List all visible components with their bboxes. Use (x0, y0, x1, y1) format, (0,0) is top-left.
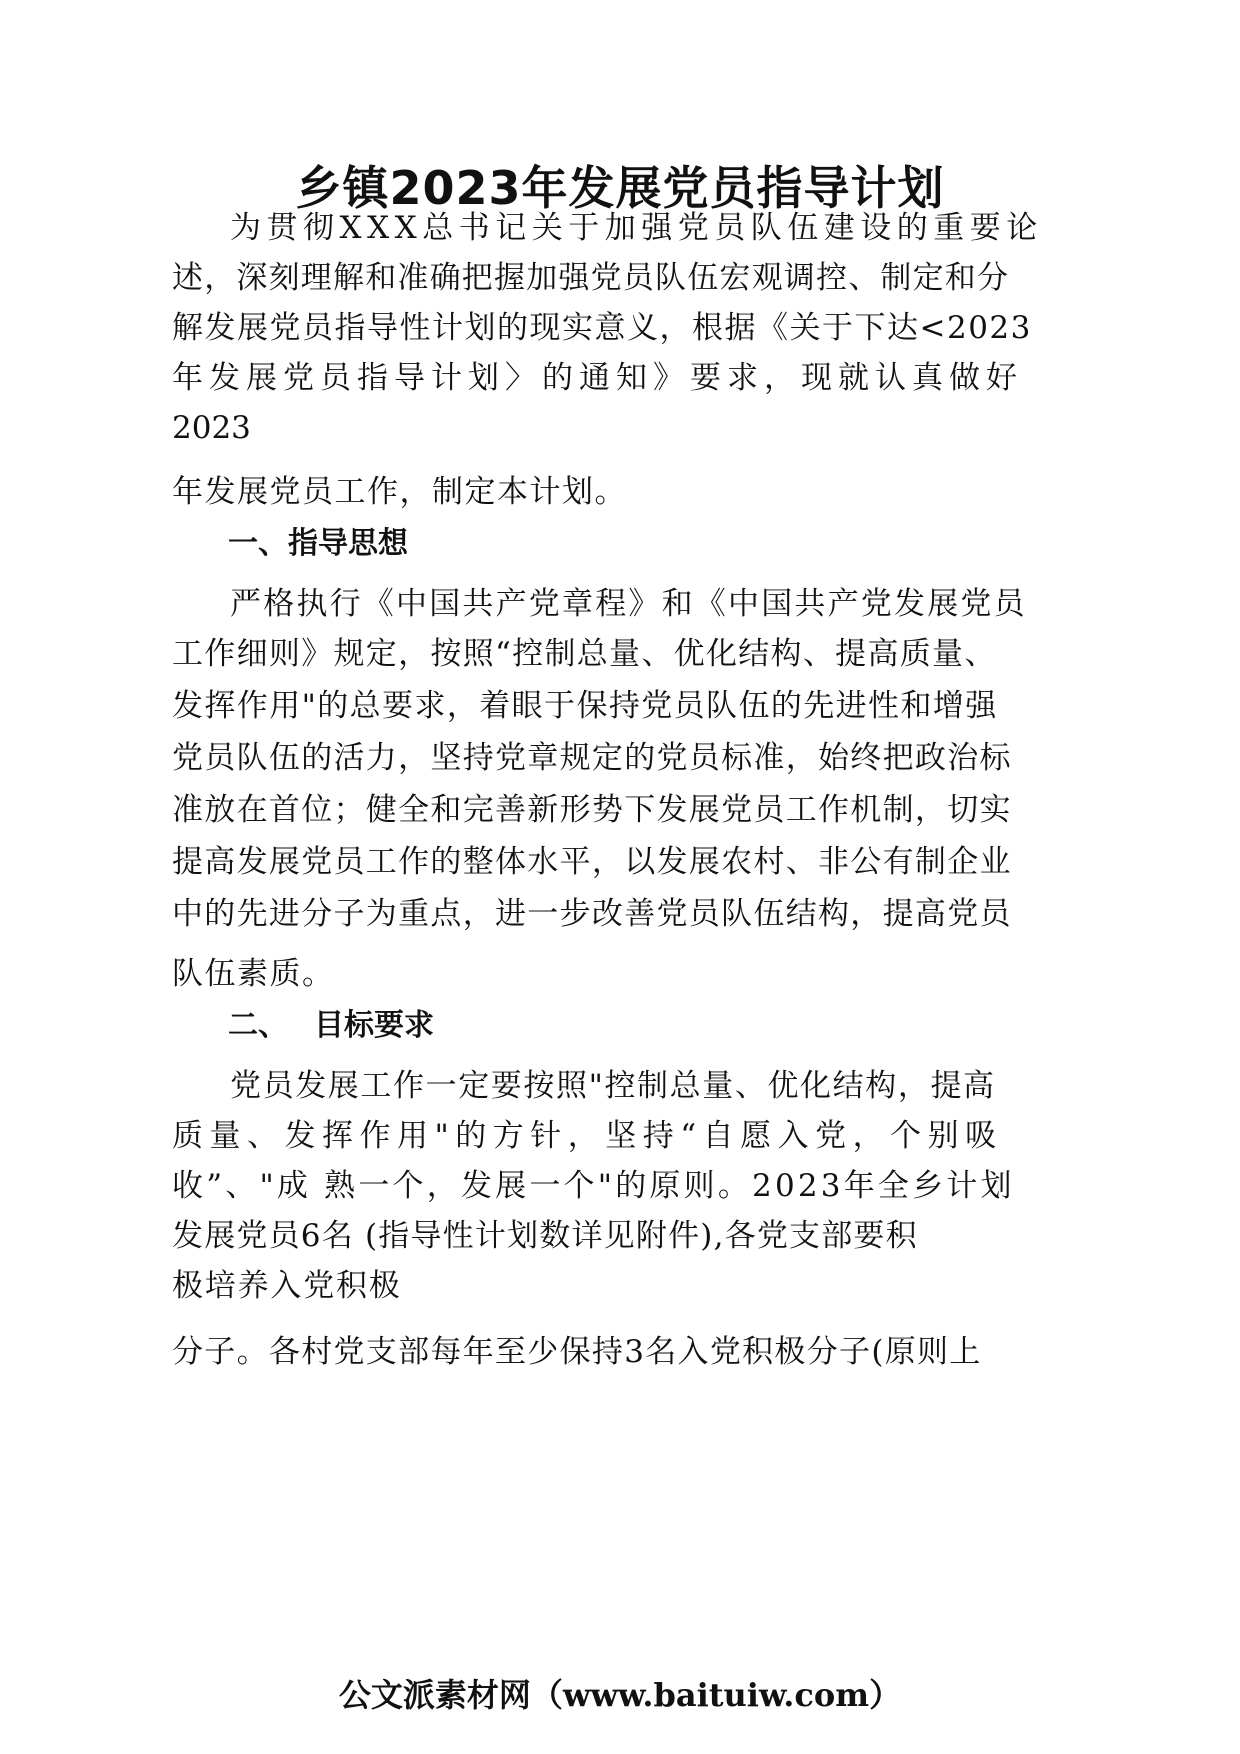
section-2-title: 目标要求 (314, 1008, 434, 1043)
section-1-heading (228, 524, 408, 564)
footer-source: 公文派素材网（www.baituiw.com） (338, 1676, 902, 1714)
section-1-line-7: 中的先进分子为重点，进一步改善党员队伍结构，提高党员 (172, 896, 1012, 932)
section-1-title: 指导思想 (288, 526, 408, 561)
section-2-line-1: 党员发展工作一定要按照"控制总量、优化结构，提高 (230, 1068, 996, 1104)
section-2-line-6: 分子。各村党支部每年至少保持3名入党积极分子(原则上 (172, 1334, 982, 1370)
intro-line-5: 2023 (172, 410, 251, 446)
section-2-line-4: 发展党员6名 (指导性计划数详见附件),各党支部要积 (172, 1218, 918, 1254)
section-1-line-8: 队伍素质。 (172, 956, 335, 992)
intro-line-1: 为贯彻XXX总书记关于加强党员队伍建设的重要论 (230, 210, 1043, 246)
section-1-line-2: 工作细则》规定，按照“控制总量、优化结构、提高质量、 (172, 636, 997, 672)
document-title: 乡镇2023年发展党员指导计划 (295, 161, 945, 215)
intro-line-4: 年发展党员指导计划〉的通知》要求，现就认真做好 (172, 360, 1023, 396)
section-2-number: 二、 (228, 1008, 288, 1043)
section-1-line-3: 发挥作用"的总要求，着眼于保持党员队伍的先进性和增强 (172, 688, 998, 724)
section-2-heading (228, 1006, 434, 1046)
section-2-line-2: 质量、发挥作用"的方针，坚持“自愿入党，个别吸 (172, 1118, 1003, 1154)
intro-line-2: 述，深刻理解和准确把握加强党员队伍宏观调控、制定和分 (172, 260, 1010, 296)
section-1-number: 一、 (228, 526, 288, 561)
intro-line-3: 解发展党员指导性计划的现实意义，根据《关于下达<2023 (172, 310, 1032, 346)
section-1-line-6: 提高发展党员工作的整体水平，以发展农村、非公有制企业 (172, 844, 1012, 880)
section-2-line-5: 极培养入党积极 (172, 1268, 402, 1304)
section-1-line-1: 严格执行《中国共产党章程》和《中国共产党发展党员 (230, 586, 1027, 622)
section-1-line-5: 准放在首位；健全和完善新形势下发展党员工作机制，切实 (172, 792, 1012, 828)
intro-line-6: 年发展党员工作，制定本计划。 (172, 474, 627, 510)
section-1-line-4: 党员队伍的活力，坚持党章规定的党员标准，始终把政治标 (172, 740, 1012, 776)
section-2-line-3: 收”、"成 熟一个，发展一个"的原则。2023年全乡计划 (172, 1168, 1015, 1204)
